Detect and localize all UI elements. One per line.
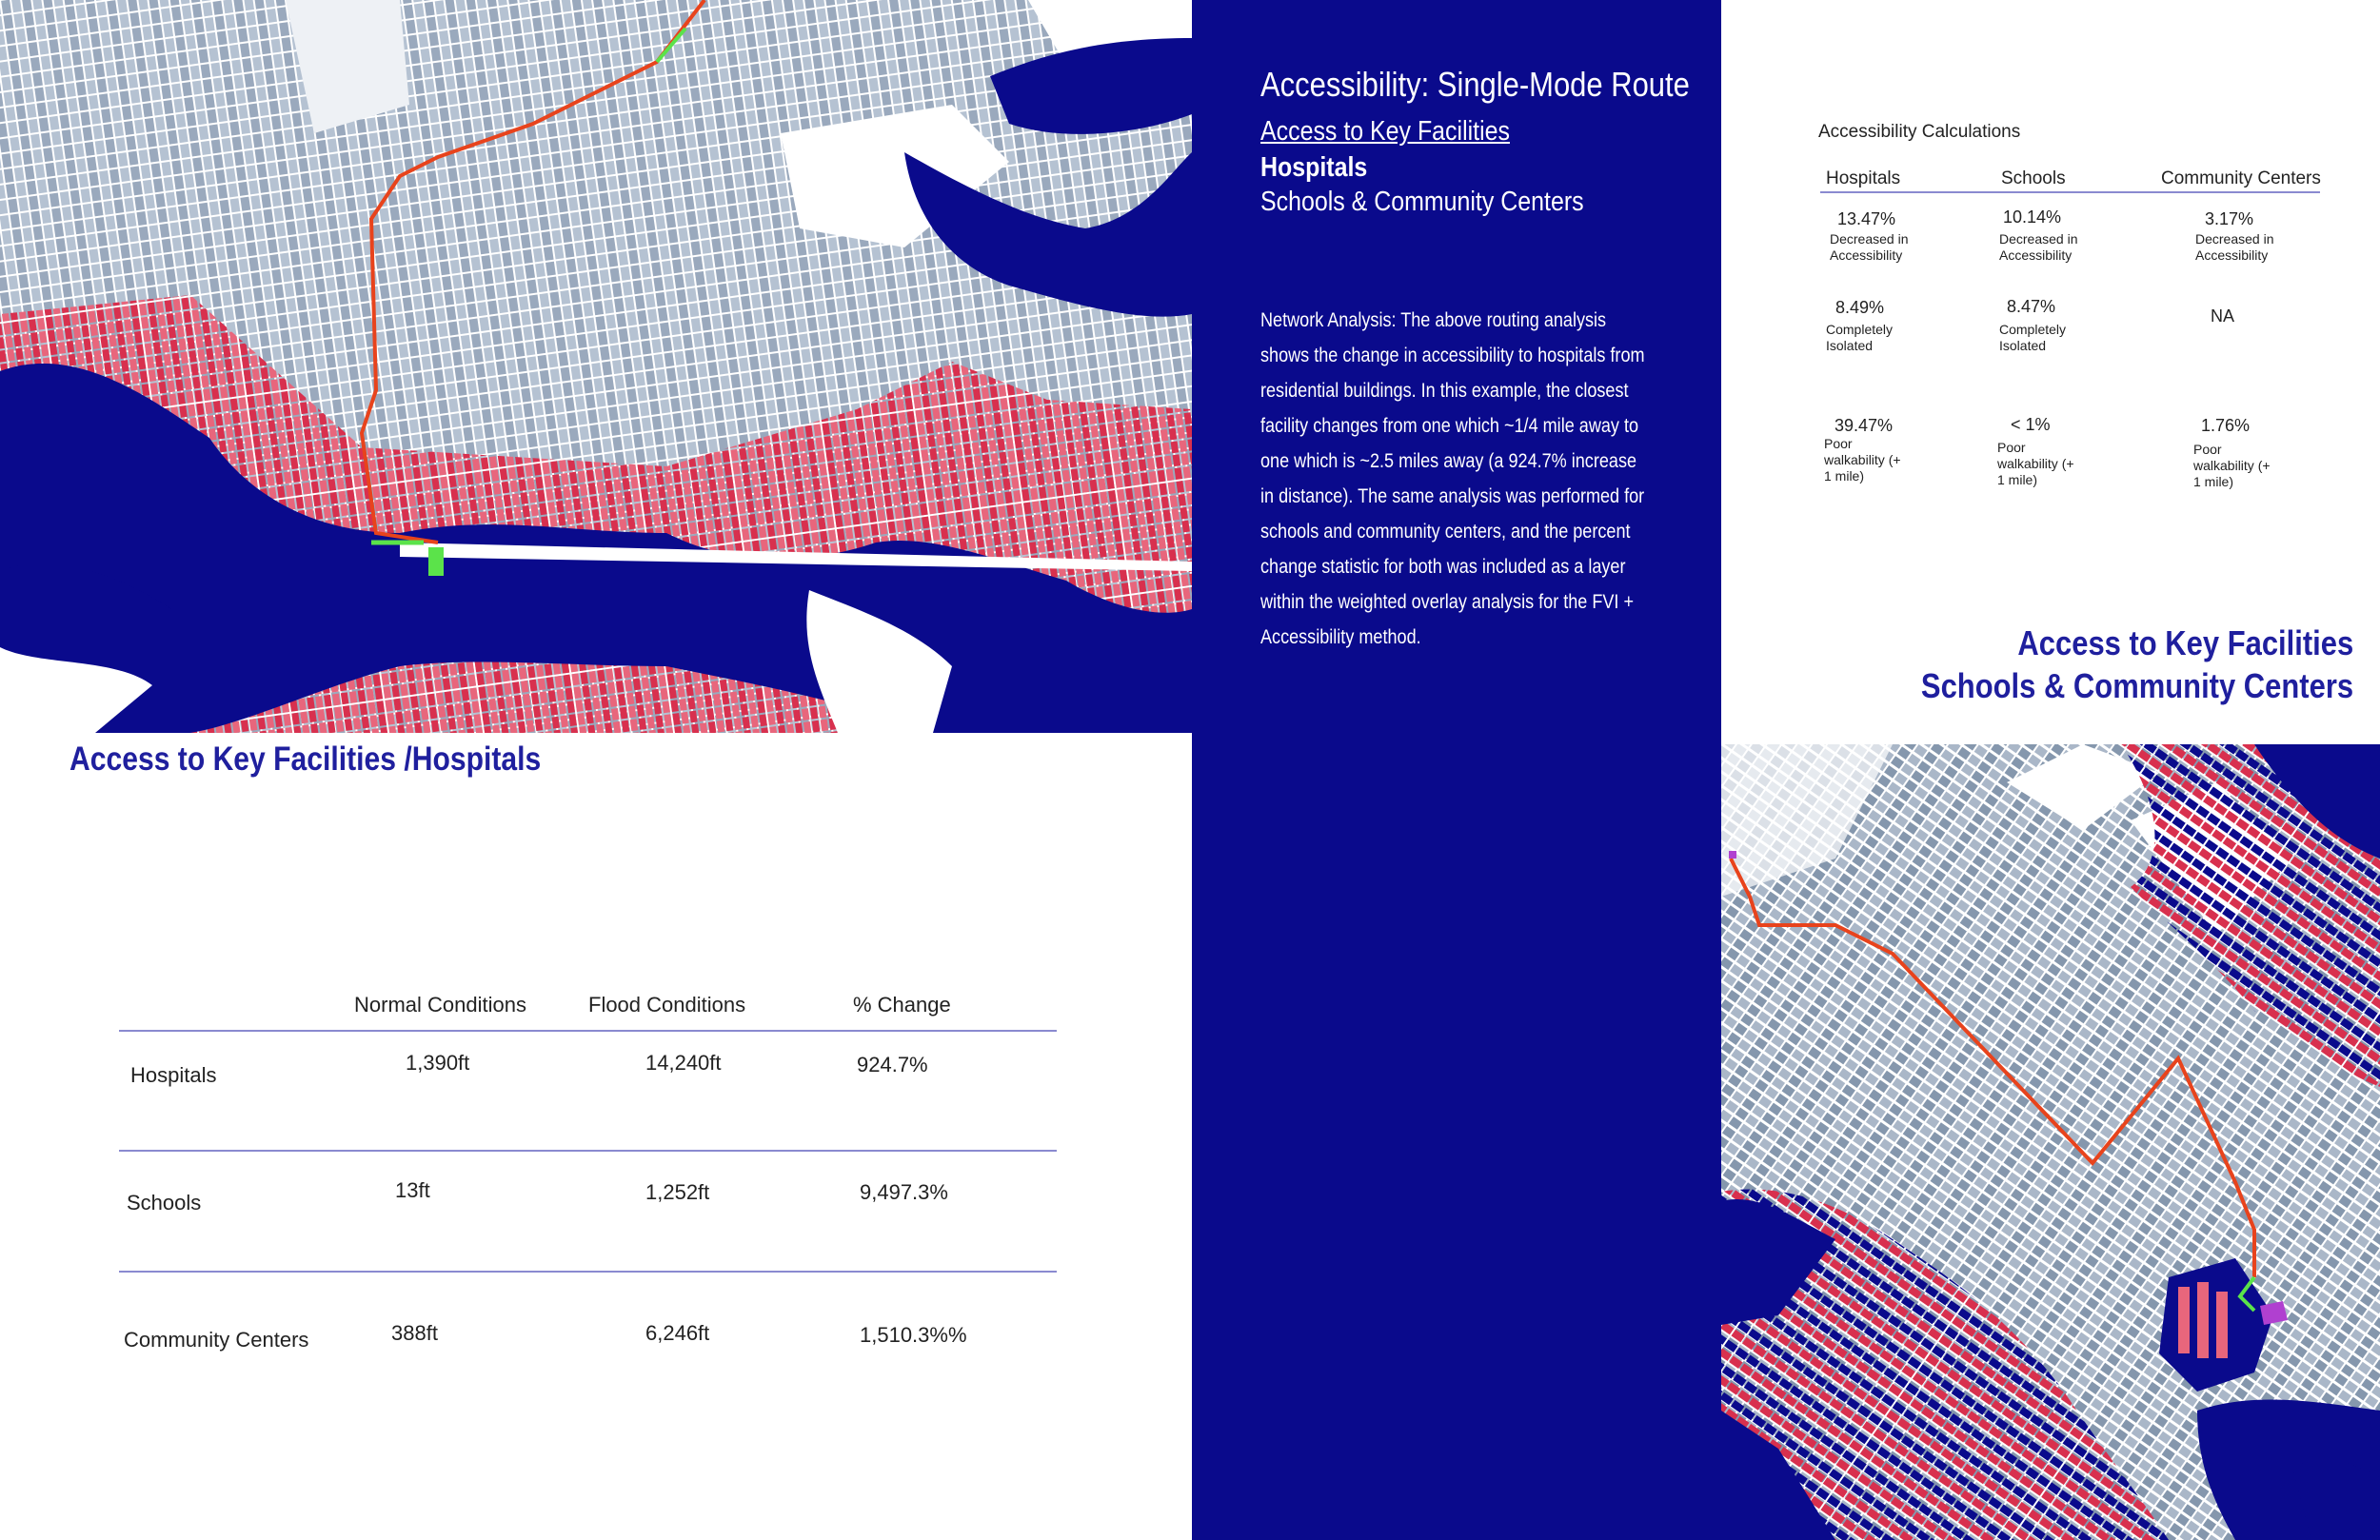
calc-value: 3.17% <box>2205 209 2254 228</box>
row-schools-flood: 1,252ft <box>645 1180 710 1204</box>
calc-value: 10.14% <box>2003 207 2062 227</box>
table-divider <box>119 1271 1057 1273</box>
row-hospitals-flood: 14,240ft <box>645 1051 722 1075</box>
calc-value: 8.49% <box>1835 298 1885 317</box>
calc-header-community: Community Centers <box>2161 168 2321 188</box>
panel-paragraph: Network Analysis: The above routing analysis shows the change in accessibility to hospitals from residential buildings. In this example, the closest facility changes from one which ~1/4 mile away to one which is ~2.5 miles away (a 924.7% increase in distance). The same analysis was performed for schools and community centers, and the percent change statistic for both was included as a layer within the weighted overlay analysis for the FVI + Accessibility method. <box>1260 309 1645 648</box>
schools-route-map <box>1721 744 2380 1540</box>
row-schools-change: 9,497.3% <box>860 1180 948 1204</box>
calc-value: 39.47% <box>1835 416 1894 435</box>
row-label-schools: Schools <box>127 1191 202 1214</box>
col-header-flood: Flood Conditions <box>588 993 746 1017</box>
row-hospitals-normal: 1,390ft <box>406 1051 470 1075</box>
col-header-normal: Normal Conditions <box>354 993 526 1017</box>
row-label-hospitals: Hospitals <box>130 1063 217 1087</box>
table-divider <box>119 1030 1057 1032</box>
panel-item-hospitals: Hospitals <box>1260 152 1368 183</box>
row-community-change: 1,510.3%% <box>860 1323 967 1347</box>
calc-desc: Decreased in Accessibility <box>2195 231 2274 263</box>
calc-header-schools: Schools <box>2001 168 2066 188</box>
calc-desc: Poor walkability (+ 1 mile) <box>1997 440 2074 487</box>
row-hospitals-change: 924.7% <box>857 1053 928 1076</box>
calc-value: 13.47% <box>1837 209 1896 228</box>
table-divider <box>119 1150 1057 1152</box>
calc-desc: Completely Isolated <box>1826 322 1894 353</box>
description-panel <box>1192 0 1721 1540</box>
hospital-map-heading: Access to Key Facilities /Hospitals <box>69 740 542 778</box>
calc-divider <box>1820 191 2320 193</box>
row-label-community: Community Centers <box>124 1328 309 1352</box>
calc-value: < 1% <box>2011 415 2051 434</box>
calc-header-hospitals: Hospitals <box>1826 168 1901 188</box>
calc-desc: Poor walkability (+ 1 mile) <box>2193 442 2271 489</box>
calc-value: NA <box>2211 306 2235 326</box>
calc-desc: Poor walkability (+ 1 mile) <box>1824 436 1901 484</box>
row-schools-normal: 13ft <box>395 1178 430 1202</box>
hospital-route-map <box>0 0 1192 733</box>
row-community-flood: 6,246ft <box>645 1321 710 1345</box>
schools-map-heading-2: Schools & Community Centers <box>1920 666 2353 705</box>
calc-desc: Decreased in Accessibility <box>1999 231 2078 263</box>
calc-desc: Completely Isolated <box>1999 322 2067 353</box>
panel-title: Accessibility: Single-Mode Route <box>1260 65 1690 104</box>
panel-item-schools: Schools & Community Centers <box>1260 187 1584 217</box>
panel-subtitle-link[interactable]: Access to Key Facilities <box>1260 116 1510 147</box>
calc-value: 8.47% <box>2007 297 2056 316</box>
schools-map-heading-1: Access to Key Facilities <box>2017 623 2353 662</box>
row-community-normal: 388ft <box>391 1321 438 1345</box>
calc-desc: Decreased in Accessibility <box>1830 231 1909 263</box>
calc-value: 1.76% <box>2201 416 2251 435</box>
calc-title: Accessibility Calculations <box>1818 122 2021 142</box>
col-header-change: % Change <box>853 993 951 1017</box>
